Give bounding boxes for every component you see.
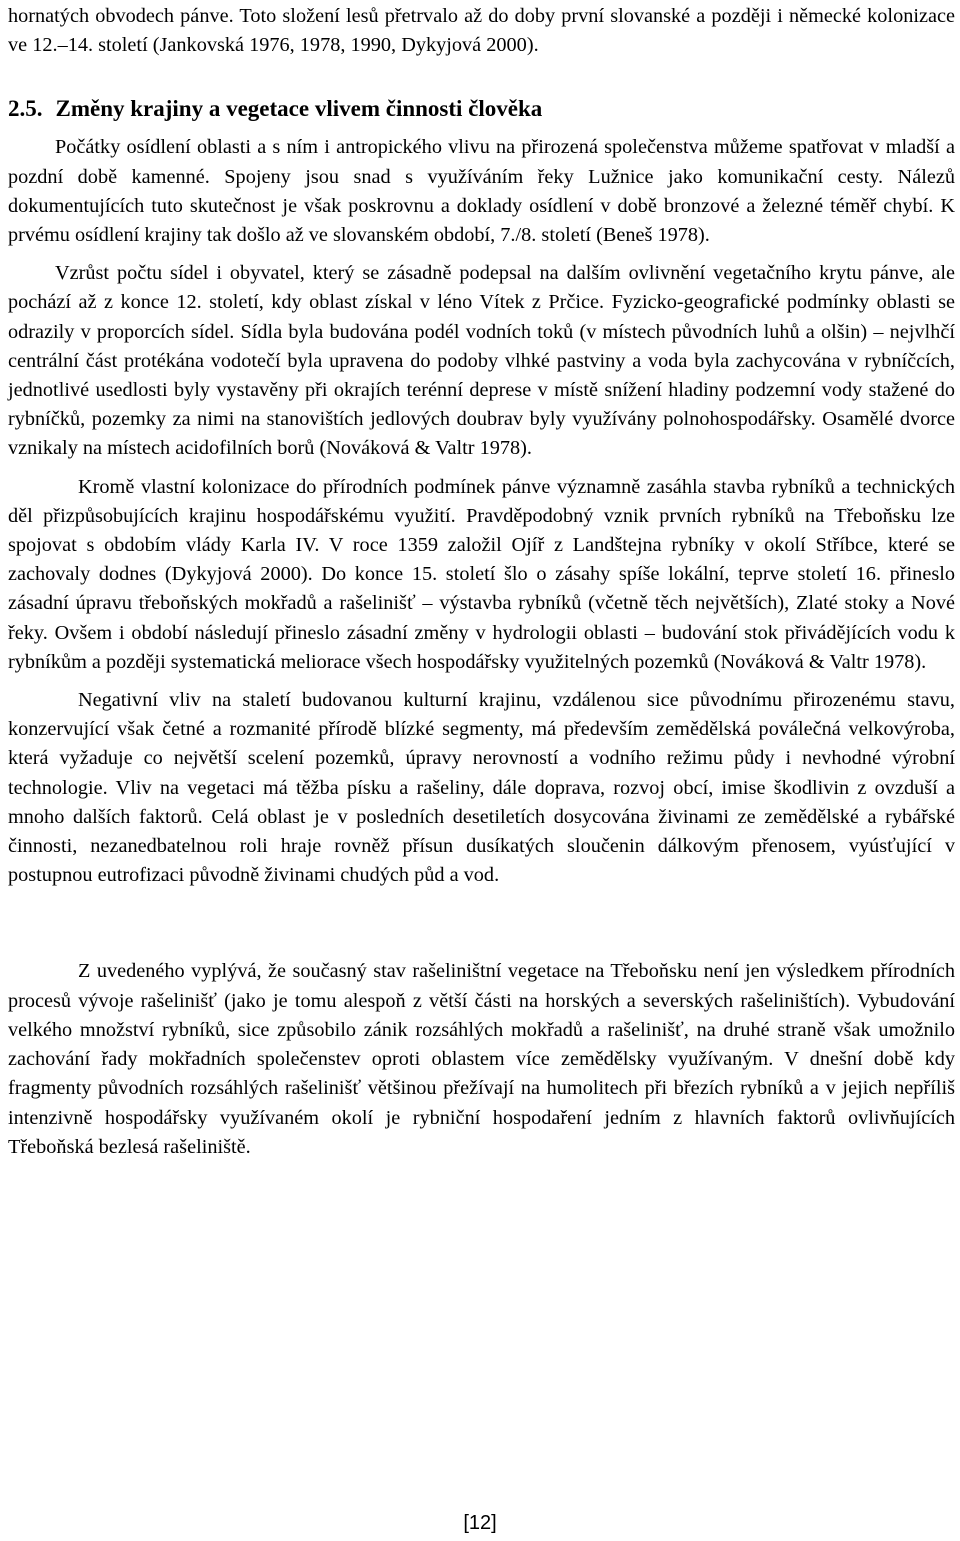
paragraph-conclusion: Z uvedeného vyplývá, že současný stav rašeliništní vegetace na Třeboňsku není jen výsledkem přírodních procesů vývoje rašelinišť (jako je tomu alespoň z větší části na horských a severských rašeliništích). Vybudování velkého množství rybníků, sice způsobilo zánik rozsáhlých mokřadů a rašelinišť, na druhé straně však umožnilo zachování řady mokřadních společenstev oproti oblastem více zemědělsky využívaným. V dnešní době kdy fragmenty původních rozsáhlých rašelinišť většinou přežívají na humolitech při březích rybníků a v jejich nepříliš intenzivně hospodářsky využívaném okolí je rybniční hospodaření jedním z hlavních faktorů ovlivňujících Třeboňská bezlesá rašeliniště. bbox=[8, 960, 955, 1158]
document-page bbox=[8, 0, 955, 1162]
section-title: Změny krajiny a vegetace vlivem činnosti člověka bbox=[55, 96, 543, 122]
intro-paragraph: hornatých obvodech pánve. Toto složení lesů přetrvalo až do doby první slovanské a později i německé kolonizace ve 12.–14. století (Jankovská 1976, 1978, 1990, Dykyjová 2000). bbox=[8, 5, 955, 57]
paragraph-settlement-origins: Počátky osídlení oblasti a s ním i antropického vlivu na přirozená společenstva můžeme spatřovat v mladší a pozdní době kamenné. Spojeny jsou snad s využíváním řeky Lužnice jako komunikační cesty. Nálezů dokumentujících tuto skutečnost je však poskrovnu a doklady osídlení v době bronzové a železné téměř chybí. K prvému osídlení krajiny tak došlo až ve slovanském období, 7./8. století (Beneš 1978). bbox=[8, 136, 955, 247]
section-heading bbox=[8, 94, 955, 124]
section-number: 2.5. bbox=[8, 96, 43, 122]
paragraph-fishponds: Kromě vlastní kolonizace do přírodních podmínek pánve významně zasáhla stavba rybníků a technických děl přizpůsobujících krajinu hospodářskému využití. Pravděpodobný vznik prvních rybníků na Třeboňsku lze spojovat s obdobím vlády Karla IV. V roce 1359 založil Ojíř z Landštejna rybníky v okolí Stříbce, které se zachovaly dodnes (Dykyjová 2000). Do konce 15. století šlo o zásahy spíše lokální, teprve století 16. přineslo zásadní úpravu třeboňských mokřadů a rašelinišť – výstavba rybníků (včetně těch největších), Zlaté stoky a Nové řeky. Ovšem i období následují přineslo zásadní změny v hydrologii oblasti – budování stok přivádějících vodu k rybníkům a později systematická meliorace všech hospodářsky využitelných pozemků (Nováková & Valtr 1978). bbox=[8, 475, 955, 673]
paragraph-negative-influences: Negativní vliv na staletí budovanou kulturní krajinu, vzdálenou sice původnímu přirozenému stavu, konzervující však četné a rozmanité přírodě blízké segmenty, má především zemědělská poválečná velkovýroba, která vyžaduje co největší scelení pozemků, úpravy nerovností a vodního režimu půdy i nevhodné výrobní technologie. Vliv na vegetaci má těžba písku a rašeliny, dále doprava, rozvoj obcí, imise škodlivin z ovzduší a mnoho dalších faktorů. Celá oblast je v posledních desetiletích dosycována živinami ze zemědělské a rybářské činnosti, nezanedbatelnou roli hraje rovněž přísun dusíkatých sloučenin dálkovým přenosem, vyúsťující v postupnou eutrofizaci původně živinami chudých půd a vod. bbox=[8, 689, 955, 887]
page-number: [12] bbox=[463, 1512, 497, 1534]
paragraph-settlement-growth: Vzrůst počtu sídel i obyvatel, který se zásadně podepsal na dalším ovlivnění vegetačního krytu pánve, ale pochází až z konce 12. století, kdy oblast získal v léno Vítek z Prčice. Fyzicko-geografické podmínky oblasti se odrazily v proporcích sídel. Sídla byla budována podél vodních toků (v místech původních luhů a olšin) – nejvlhčí centrální část protékána vodotečí byla upravena do podoby vlhké pastviny a voda byla zachycována v rybníčcích, jednotlivé usedlosti byly vystavěny při okrajích terénní deprese v místě snížení hladiny podzemní vody stažené do rybníčků, pozemky za nimi na stanovištích jedlových doubrav byly využívány polnohospodářsky. Osamělé dvorce vznikaly na místech acidofilních borů (Nováková & Valtr 1978). bbox=[8, 262, 955, 460]
